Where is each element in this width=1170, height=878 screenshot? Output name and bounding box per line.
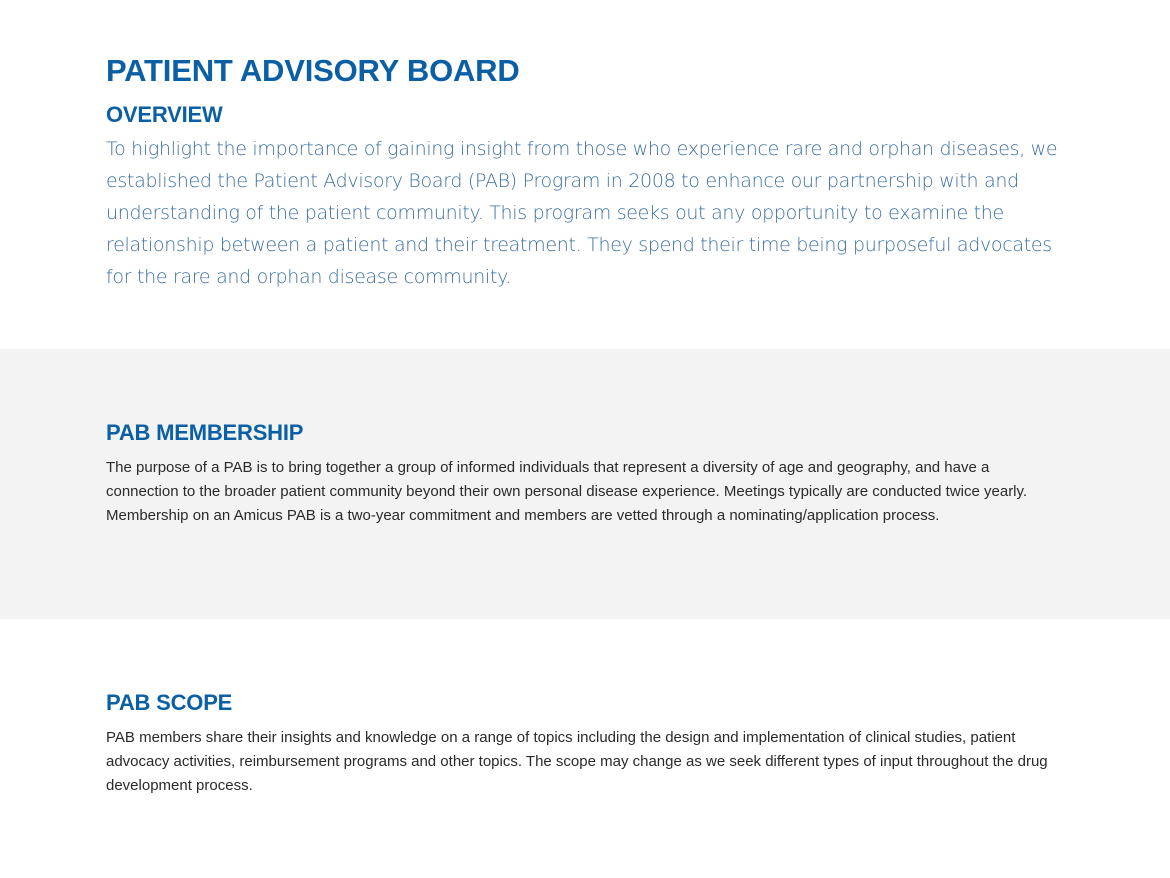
scope-heading: PAB SCOPE (106, 690, 233, 715)
membership-section (106, 420, 1064, 528)
overview-section (106, 53, 1064, 293)
page-title: PATIENT ADVISORY BOARD (106, 53, 520, 88)
scope-section (106, 690, 1064, 798)
membership-heading: PAB MEMBERSHIP (106, 420, 304, 445)
overview-text: To highlight the importance of gaining insight from those who experience rare and orphan diseases, we established the Patient Advisory Board (PAB) Program in 2008 to enhance our partnership with and understanding of the patient community. This program seeks out any opportunity to examine the relationship between a patient and their treatment. They spend their time being purposeful advocates for the rare and orphan disease community. (106, 138, 1058, 288)
overview-heading: OVERVIEW (106, 102, 223, 127)
scope-text: PAB members share their insights and knowledge on a range of topics including the design and implementation of clinical studies, patient advocacy activities, reimbursement programs and other topics. The scope may change as we seek different types of input throughout the drug development process. (106, 729, 1048, 794)
membership-text: The purpose of a PAB is to bring together a group of informed individuals that represent a diversity of age and geography, and have a connection to the broader patient community beyond their own personal disease experience. Meetings typically are conducted twice yearly. Membership on an Amicus PAB is a two-year commitment and members are vetted through a nominating/application process. (106, 459, 1028, 524)
